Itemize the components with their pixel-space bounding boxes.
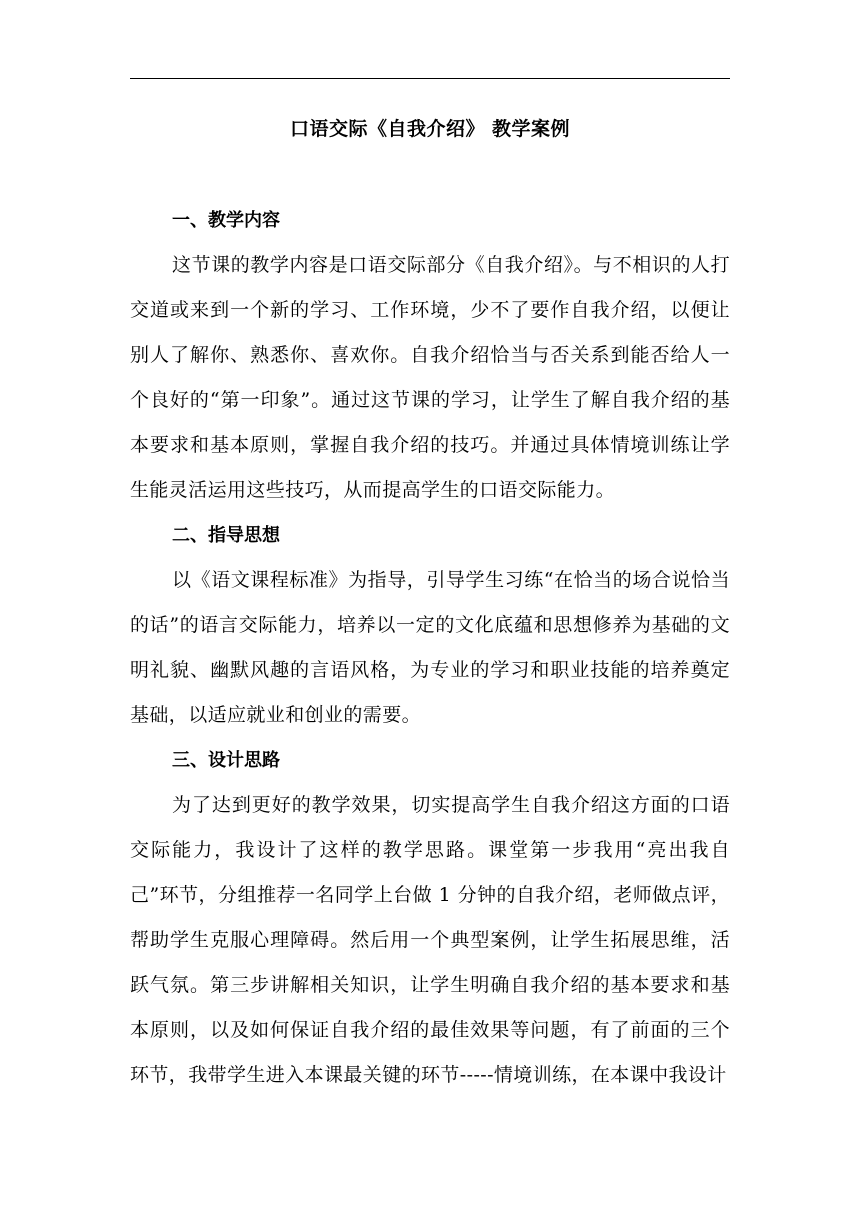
section-heading: 一、教学内容 bbox=[172, 210, 280, 231]
section-guiding-idea bbox=[130, 513, 730, 738]
section-heading: 三、设计思路 bbox=[172, 750, 280, 771]
section-teaching-content bbox=[130, 198, 730, 513]
document-title: 口语交际《自我介绍》 教学案例 bbox=[289, 118, 571, 140]
section-paragraph: 以《语文课程标准》为指导，引导学生习练“在恰当的场合说恰当的话”的语言交际能力，培养以一定的文化底蕴和思想修养为基础的文明礼貌、幽默风趣的言语风格，为专业的学习和职业技能的培养奠定基础，以适应就业和创业的需要。 bbox=[130, 569, 730, 726]
section-paragraph: 这节课的教学内容是口语交际部分《自我介绍》。与不相识的人打交道或来到一个新的学习、工作环境，少不了要作自我介绍，以便让别人了解你、熟悉你、喜欢你。自我介绍恰当与否关系到能否给人一个良好的“第一印象”。通过这节课的学习，让学生了解自我介绍的基本要求和基本原则，掌握自我介绍的技巧。并通过具体情境训练让学生能灵活运用这些技巧，从而提高学生的口语交际能力。 bbox=[130, 254, 730, 501]
document-body bbox=[130, 198, 730, 1098]
header-rule bbox=[130, 78, 730, 79]
section-heading: 二、指导思想 bbox=[172, 525, 280, 546]
section-design-approach bbox=[130, 738, 730, 1098]
section-paragraph: 为了达到更好的教学效果，切实提高学生自我介绍这方面的口语交际能力，我设计了这样的教学思路。课堂第一步我用“亮出我自己”环节，分组推荐一名同学上台做 1 分钟的自我介绍，老师做点评，帮助学生克服心理障碍。然后用一个典型案例，让学生拓展思维，活跃气氛。第三步讲解相关知识，让学生明确自我介绍的基本要求和基本原则，以及如何保证自我介绍的最佳效果等问题，有了前面的三个环节，我带学生进入本课最关键的环节-----情境训练，在本课中我设计 bbox=[130, 794, 730, 1086]
